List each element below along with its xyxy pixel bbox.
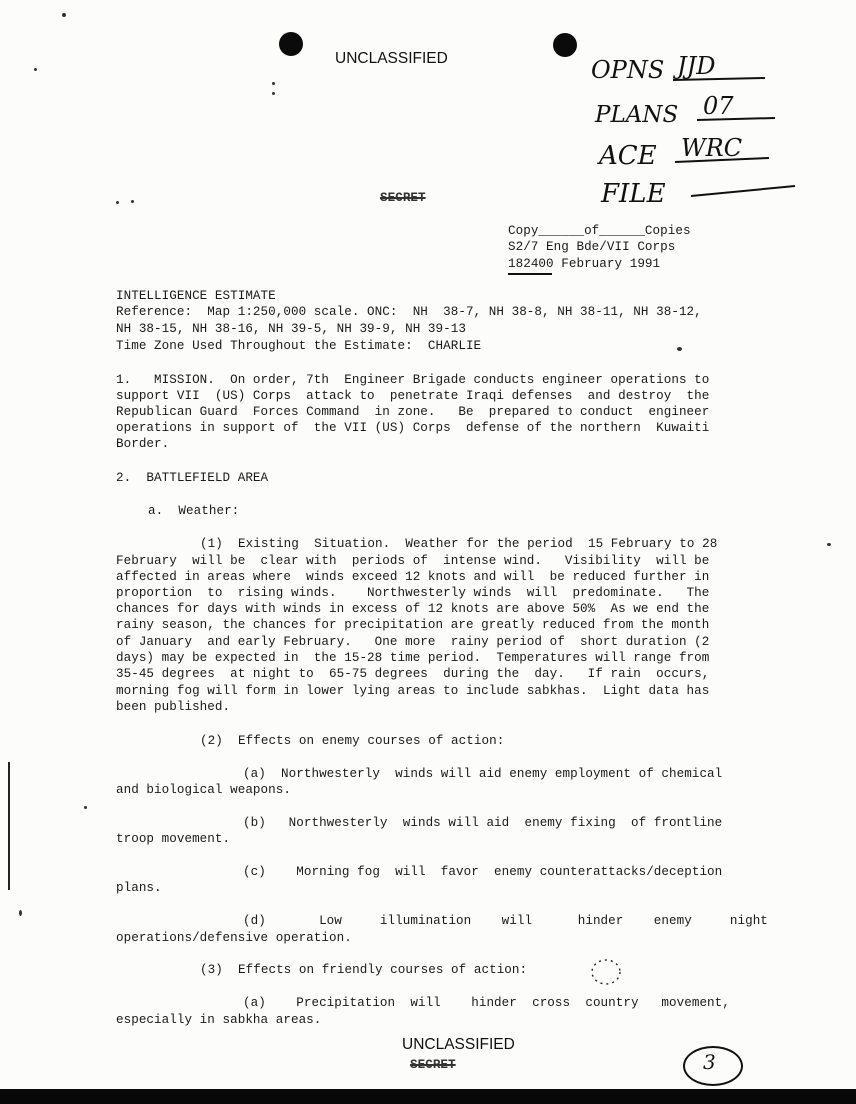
unit-line: S2/7 Eng Bde/VII Corps <box>508 240 676 254</box>
scan-speck <box>84 806 87 809</box>
dotted-circle-mark <box>586 956 626 990</box>
struck-marking-top: SECRET <box>380 191 426 205</box>
scan-speck <box>272 82 275 85</box>
existing-situation-line: affected in areas where winds exceed 12 knots and will be reduced further in <box>116 570 710 584</box>
reference-line-2: NH 38-15, NH 38-16, NH 39-5, NH 39-9, NH 39-13 <box>116 322 466 336</box>
existing-situation-line: days) may be expected in the 15-28 time period. Temperatures will range from <box>116 651 710 665</box>
hand-label-file: FILE <box>601 179 666 209</box>
dtg-underline <box>508 273 552 275</box>
scan-edge-bar <box>0 1089 856 1104</box>
existing-situation-line: February will be clear with periods of intense wind. Visibility will be <box>116 554 710 568</box>
existing-situation-line: chances for days with winds in excess of 12 knots are above 50% As we end the <box>116 602 710 616</box>
existing-situation-line: morning fog will form in lower lying areas to include sabkhas. Light data has <box>116 684 710 698</box>
friendly-effects-heading: (3) Effects on friendly courses of action: <box>200 963 528 977</box>
scan-speck <box>34 68 37 71</box>
existing-situation-line: proportion to rising winds. Northwesterly winds will predominate. The <box>116 586 710 600</box>
scan-speck <box>272 92 275 95</box>
reference-line-1: Reference: Map 1:250,000 scale. ONC: NH 38-7, NH 38-8, NH 38-11, NH 38-12, <box>116 305 702 319</box>
enemy-effect-b: (b) Northwesterly winds will aid enemy fixing of frontline <box>243 816 723 830</box>
hand-value-ace: WRC <box>681 134 743 162</box>
enemy-effects-heading: (2) Effects on enemy courses of action: <box>200 734 505 748</box>
classification-top: UNCLASSIFIED <box>335 50 448 67</box>
battlefield-heading: 2. BATTLEFIELD AREA <box>116 471 269 485</box>
mission-line: 1. MISSION. On order, 7th Engineer Brigade conducts engineer operations to <box>116 373 710 387</box>
handwritten-routing-block <box>585 40 825 210</box>
dtg-line: 182400 February 1991 <box>508 257 661 271</box>
punch-hole-left <box>279 32 303 56</box>
enemy-effect-a: (a) Northwesterly winds will aid enemy employment of chemical <box>243 767 723 781</box>
estimate-title: INTELLIGENCE ESTIMATE <box>116 289 276 303</box>
mission-line: operations in support of the VII (US) Corps defense of the northern Kuwaiti <box>116 421 710 435</box>
existing-situation-line: (1) Existing Situation. Weather for the period 15 February to 28 <box>200 537 718 551</box>
copy-line: Copy______of______Copies <box>508 224 691 238</box>
scan-speck <box>827 543 831 546</box>
scan-speck <box>116 201 119 204</box>
hand-label-plans: PLANS <box>595 102 679 128</box>
existing-situation-line: rainy season, the chances for precipitation are greatly reduced from the month <box>116 618 710 632</box>
scan-speck <box>19 910 22 916</box>
scan-speck <box>131 200 134 203</box>
hand-value-plans: 07 <box>703 92 734 120</box>
friendly-effect-a: (a) Precipitation will hinder cross country movement, <box>243 996 730 1010</box>
existing-situation-line: 35-45 degrees at night to 65-75 degrees during the day. If rain occurs, <box>116 667 710 681</box>
punch-hole-right <box>553 33 577 57</box>
existing-situation-line: been published. <box>116 700 231 714</box>
enemy-effect-d: (d) Low illumination will hinder enemy night <box>243 914 768 928</box>
enemy-effect-c: (c) Morning fog will favor enemy counterattacks/deception <box>243 865 723 879</box>
enemy-effect-a-cont: and biological weapons. <box>116 783 291 797</box>
friendly-effect-a-cont: especially in sabkha areas. <box>116 1013 322 1027</box>
enemy-effect-b-cont: troop movement. <box>116 832 231 846</box>
margin-line <box>8 762 10 890</box>
hand-label-opns: OPNS <box>591 56 665 84</box>
file-line <box>691 186 795 196</box>
struck-marking-bottom: SECRET <box>410 1058 456 1072</box>
classification-bottom: UNCLASSIFIED <box>402 1036 515 1053</box>
scan-speck <box>677 347 682 351</box>
enemy-effect-c-cont: plans. <box>116 881 162 895</box>
hand-value-opns: JJD <box>677 52 716 80</box>
scan-speck <box>62 13 66 17</box>
hand-label-ace: ACE <box>599 141 657 171</box>
reference-line-3: Time Zone Used Throughout the Estimate: CHARLIE <box>116 339 482 353</box>
mission-line: Republican Guard Forces Command in zone. Be prepared to conduct engineer <box>116 405 710 419</box>
weather-heading: a. Weather: <box>148 504 240 518</box>
mission-line: support VII (US) Corps attack to penetrate Iraqi defenses and destroy the <box>116 389 710 403</box>
mission-line: Border. <box>116 437 170 451</box>
page-number: 3 <box>703 1050 716 1074</box>
enemy-effect-d-cont: operations/defensive operation. <box>116 931 352 945</box>
existing-situation-line: of January and early February. One more rainy period of short duration (2 <box>116 635 710 649</box>
